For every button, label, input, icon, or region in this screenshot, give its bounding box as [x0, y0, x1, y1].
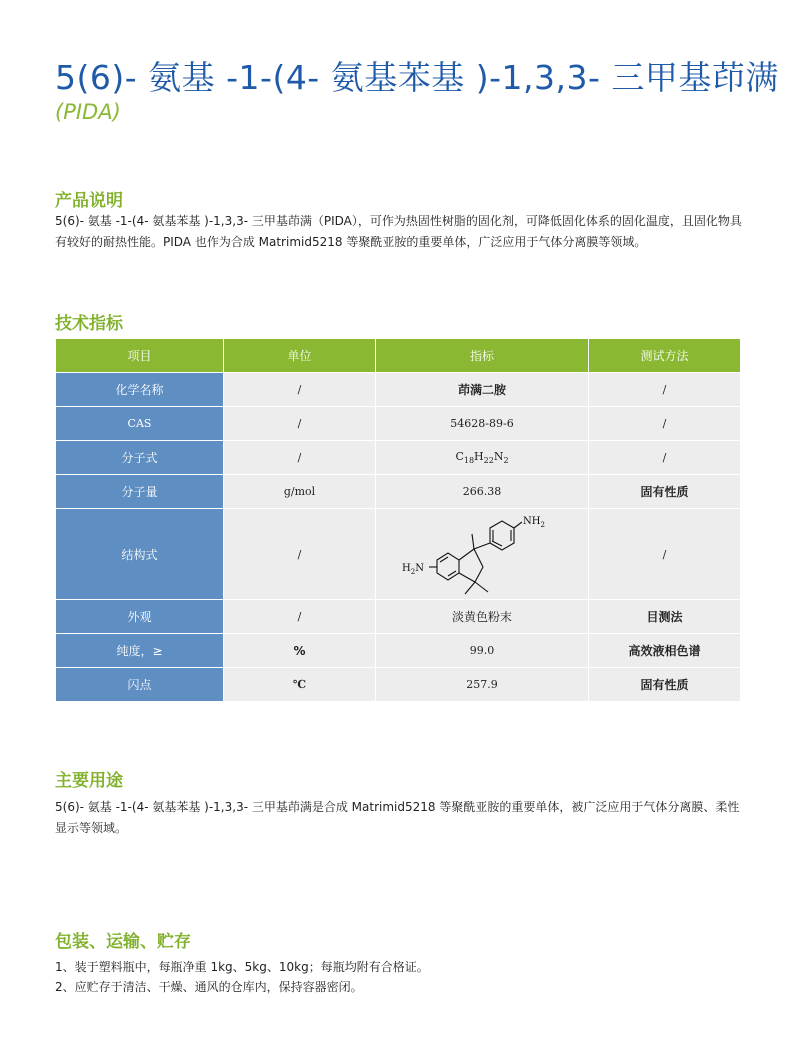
- column-header-item: 项目: [56, 339, 224, 373]
- amine-label-top: $NH_2$: [523, 516, 545, 529]
- molecular-formula: $C_{18}H_{22}N_2$: [376, 441, 589, 475]
- row-label: 闪点: [56, 668, 224, 702]
- row-value: 淡黄色粉末: [376, 600, 589, 634]
- row-method: /: [589, 373, 741, 407]
- structure-cell: [376, 509, 589, 600]
- row-unit: /: [224, 509, 376, 600]
- table-row: [56, 509, 741, 600]
- row-value: 54628-89-6: [376, 407, 589, 441]
- amine-label-left: $H_2N$: [402, 563, 424, 576]
- row-label: CAS: [56, 407, 224, 441]
- row-value: 266.38: [376, 475, 589, 509]
- row-value: 茚满二胺: [376, 373, 589, 407]
- uses-text: 5(6)- 氨基 -1-(4- 氨基苯基 )-1,3,3- 三甲基茚满是合成 Matrimid5218 等聚酰亚胺的重要单体，被广泛应用于气体分离膜、柔性显示等领域。: [55, 800, 740, 835]
- page-subtitle: (PIDA): [55, 100, 121, 124]
- list-item: 2、应贮存于清洁、干燥、通风的仓库内，保持容器密闭。: [55, 980, 363, 994]
- table-row: [56, 441, 741, 475]
- table-row: [56, 600, 741, 634]
- spec-table: [55, 338, 741, 702]
- packaging-list: [55, 957, 429, 997]
- row-unit: g/mol: [224, 475, 376, 509]
- row-value: 99.0: [376, 634, 589, 668]
- section-heading-specs: 技术指标: [55, 314, 123, 334]
- row-unit: /: [224, 441, 376, 475]
- column-header-value: 指标: [376, 339, 589, 373]
- description-text: 5(6)- 氨基 -1-(4- 氨基苯基 )-1,3,3- 三甲基茚满（PIDA），可作为热固性树脂的固化剂，可降低固化体系的固化温度，且固化物具有较好的耐热性能。PIDA 也作为合成 Matrimid5218 等聚酰亚胺的重要单体，广泛应用于气体分离膜等领域。: [55, 214, 742, 249]
- row-unit: /: [224, 407, 376, 441]
- section-heading-description: 产品说明: [55, 191, 123, 211]
- row-method: /: [589, 407, 741, 441]
- row-label: 分子量: [56, 475, 224, 509]
- list-item: 1、装于塑料瓶中，每瓶净重 1kg、5kg、10kg；每瓶均附有合格证。: [55, 960, 429, 974]
- row-method: 固有性质: [589, 475, 741, 509]
- section-heading-packaging: 包装、运输、贮存: [55, 932, 191, 952]
- row-label: 结构式: [56, 509, 224, 600]
- row-method: /: [589, 509, 741, 600]
- column-header-unit: 单位: [224, 339, 376, 373]
- row-unit: ℃: [224, 668, 376, 702]
- table-row: [56, 668, 741, 702]
- row-method: /: [589, 441, 741, 475]
- row-label: 纯度，≥: [56, 634, 224, 668]
- section-heading-uses: 主要用途: [55, 771, 123, 791]
- spec-table-header: [56, 339, 741, 373]
- row-method: 高效液相色谱: [589, 634, 741, 668]
- table-row: [56, 634, 741, 668]
- row-value: 257.9: [376, 668, 589, 702]
- column-header-method: 测试方法: [589, 339, 741, 373]
- row-label: 分子式: [56, 441, 224, 475]
- row-label: 化学名称: [56, 373, 224, 407]
- row-label: 外观: [56, 600, 224, 634]
- structural-formula-diagram: [382, 510, 582, 598]
- row-method: 固有性质: [589, 668, 741, 702]
- table-row: [56, 407, 741, 441]
- table-row: [56, 475, 741, 509]
- row-method: 目测法: [589, 600, 741, 634]
- row-unit: /: [224, 600, 376, 634]
- table-row: [56, 373, 741, 407]
- row-unit: /: [224, 373, 376, 407]
- row-unit: %: [224, 634, 376, 668]
- page-title: 5(6)- 氨基 -1-(4- 氨基苯基 )-1,3,3- 三甲基茚满: [55, 58, 779, 97]
